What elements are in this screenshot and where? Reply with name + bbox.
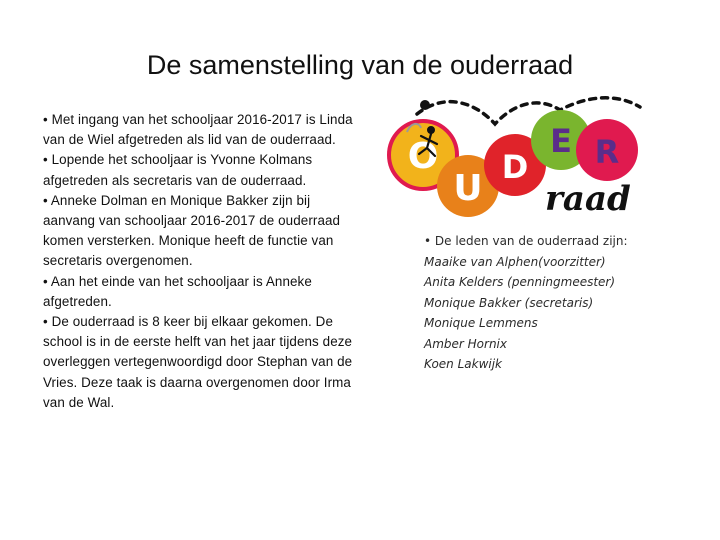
logo-letter: O [407,136,439,177]
paragraph: • Met ingang van het schooljaar 2016-2017 is Linda van de Wiel afgetreden als lid van de ouderraad. [43,112,353,148]
paragraph: • Aan het einde van het schooljaar is Anneke afgetreden. [43,273,312,309]
body-text [43,110,353,413]
logo-letter-r [576,119,638,181]
list-item: Koen Lakwijk [424,357,503,371]
logo-word: raad [545,179,631,219]
page-title: De samenstelling van de ouderraad [146,50,574,80]
paragraph: • Anneke Dolman en Monique Bakker zijn bij aanvang van schooljaar 2016-2017 de ouderraad komen versterken. Monique heeft de functie van secretaris overgenomen. [43,192,341,269]
list-item: Monique Bakker (secretaris) [424,295,594,310]
members-list [424,231,684,375]
list-item: Maaike van Alphen(voorzitter) [424,254,606,269]
logo-letter: D [501,148,529,186]
list-item: Anita Kelders (penningmeester) [424,275,616,289]
ouderraad-logo [385,92,660,222]
list-item: Monique Lemmens [424,316,538,330]
logo-letter: R [594,133,620,171]
members-heading: • De leden van de ouderraad zijn: [424,234,628,248]
logo-letter: E [550,122,572,160]
logo-letter: U [453,168,483,209]
list-item: Amber Hornix [424,336,507,351]
paragraph: • Lopende het schooljaar is Yvonne Kolmans afgetreden als secretaris van de ouderraad. [43,152,313,188]
paragraph: • De ouderraad is 8 keer bij elkaar gekomen. De school is in de eerste helft van het jaar tijdens deze overleggen vertegenwoordigd door Stephan van de Vries. Deze taak is daarna overgenomen door Irma van de Wal. [43,314,353,410]
